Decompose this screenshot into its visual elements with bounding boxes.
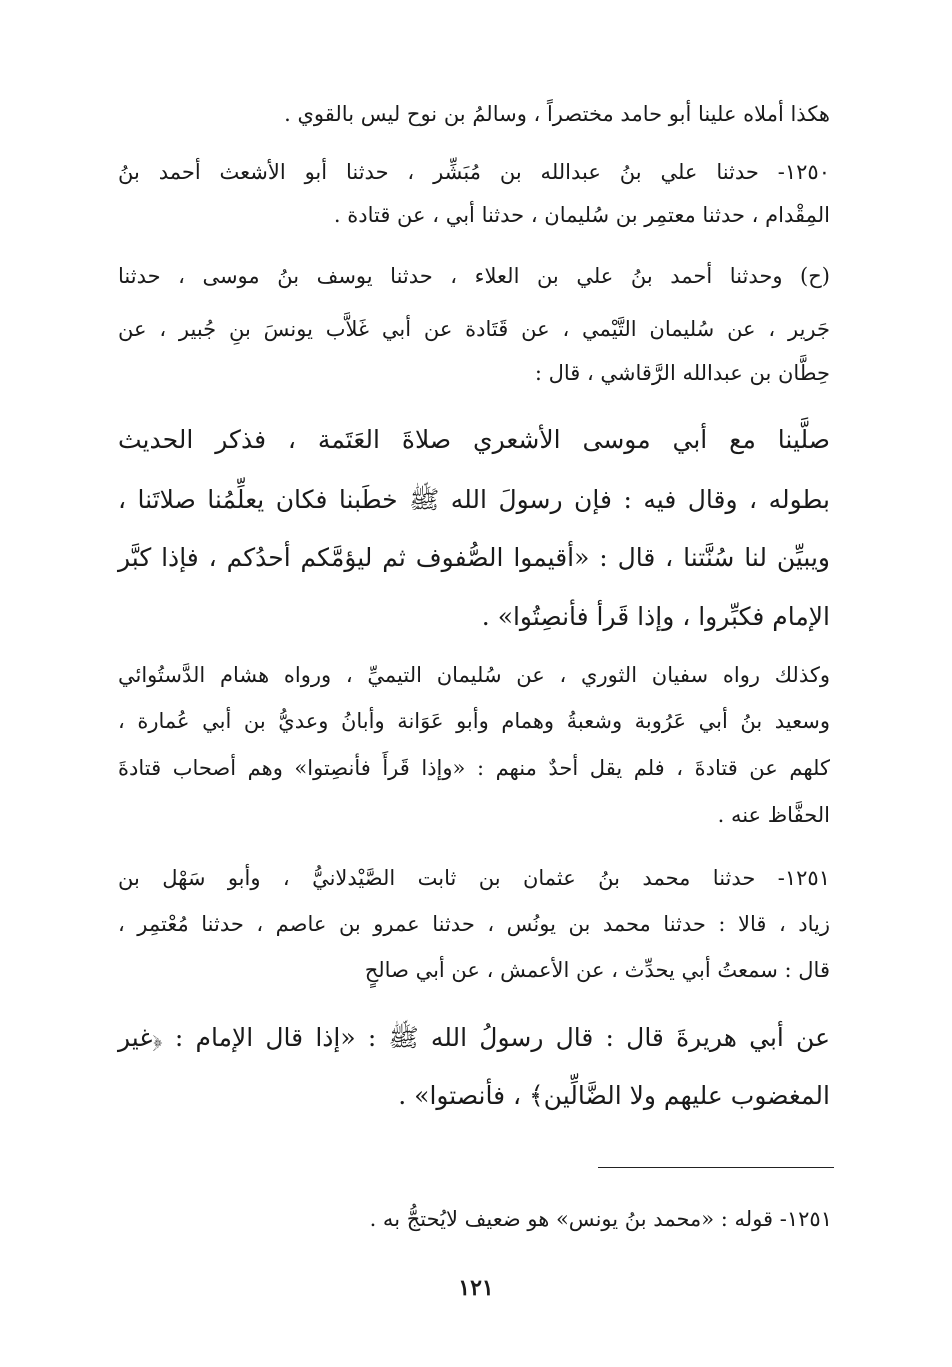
hadith-text-line: ويبيِّن لنا سُنَّتنا ، قال : «أقيموا الصُّفوف ثم ليؤمَّكم أحدُكم ، فإذا كبَّر <box>118 543 830 572</box>
text-line: قال : سمعتُ أبي يحدِّث ، عن الأعمش ، عن أبي صالحٍ <box>364 958 830 982</box>
text-line: وسعيد بنُ أبي عَرُوبة وشعبةُ وهمام وأبو عَوَانة وأبانُ وعديُّ بن أبي عُمارة ، <box>118 709 830 733</box>
hadith-text-line: بطوله ، وقال فيه : فإن رسولَ الله ﷺ خطَبنا فكان يعلِّمُنا صلاتَنا ، <box>118 485 830 514</box>
text-line: جَرير ، عن سُليمان التَّيْمي ، عن قَتَادة عن أبي غَلاَّب يونسَ بنِ جُبير ، عن <box>118 317 830 341</box>
hadith-text-line: عن أبي هريرةَ قال : قال رسولُ الله ﷺ : «إذا قال الإمام : ﴿غير <box>118 1023 830 1052</box>
footnote-divider <box>598 1167 834 1168</box>
footnote: ١٢٥١- قوله : «محمد بنُ يونس» هو ضعيف لايُحتجُّ به . <box>369 1207 832 1231</box>
hadith-text-line: الإمام فكبِّروا ، وإذا قَرأ فأنصِتُوا» . <box>481 602 830 631</box>
hadith-text-line: صلَّينا مع أبي موسى الأشعري صلاةَ العَتَمة ، فذكر الحديث <box>118 425 830 454</box>
text-line: كلهم عن قتادةَ ، فلم يقل أحدٌ منهم : «وإذا قَرأَ فأنصِتوا» وهم أصحاب قتادةَ <box>118 756 830 780</box>
text-line: الحفَّاظ عنه . <box>717 803 830 827</box>
text-line: (ح) وحدثنا أحمد بنُ علي بن العلاء ، حدثنا يوسف بنُ موسى ، حدثنا <box>118 264 830 288</box>
text-line: زياد ، قالا : حدثنا محمد بن يونُس ، حدثنا عمرو بن عاصم ، حدثنا مُعْتمِر ، <box>118 912 830 936</box>
text-line: المِقْدام ، حدثنا معتمِر بن سُليمان ، حدثنا أبي ، عن قتادة . <box>333 203 830 227</box>
hadith-1251-heading-line: ١٢٥١- حدثنا محمد بنُ عثمان بن ثابت الصَّيْدلانيُّ ، وأبو سَهْل بن <box>118 866 830 890</box>
text-line: وكذلك رواه سفيان الثوري ، عن سُليمان التيميِّ ، ورواه هشام الدَّستُوائي <box>118 663 830 687</box>
text-line: هكذا أملاه علينا أبو حامد مختصراً ، وسالمُ بن نوح ليس بالقوي . <box>284 102 830 126</box>
text-line: حِطَّان بن عبدالله الرَّقاشي ، قال : <box>534 361 830 385</box>
page-number: ١٢١ <box>458 1275 494 1301</box>
hadith-1250-heading-line: ١٢٥٠- حدثنا علي بنُ عبدالله بن مُبَشِّر ، حدثنا أبو الأشعث أحمد بنُ <box>118 160 830 184</box>
hadith-text-line: المغضوب عليهم ولا الضَّالِّين﴾ ، فأنصتوا» . <box>398 1081 830 1110</box>
